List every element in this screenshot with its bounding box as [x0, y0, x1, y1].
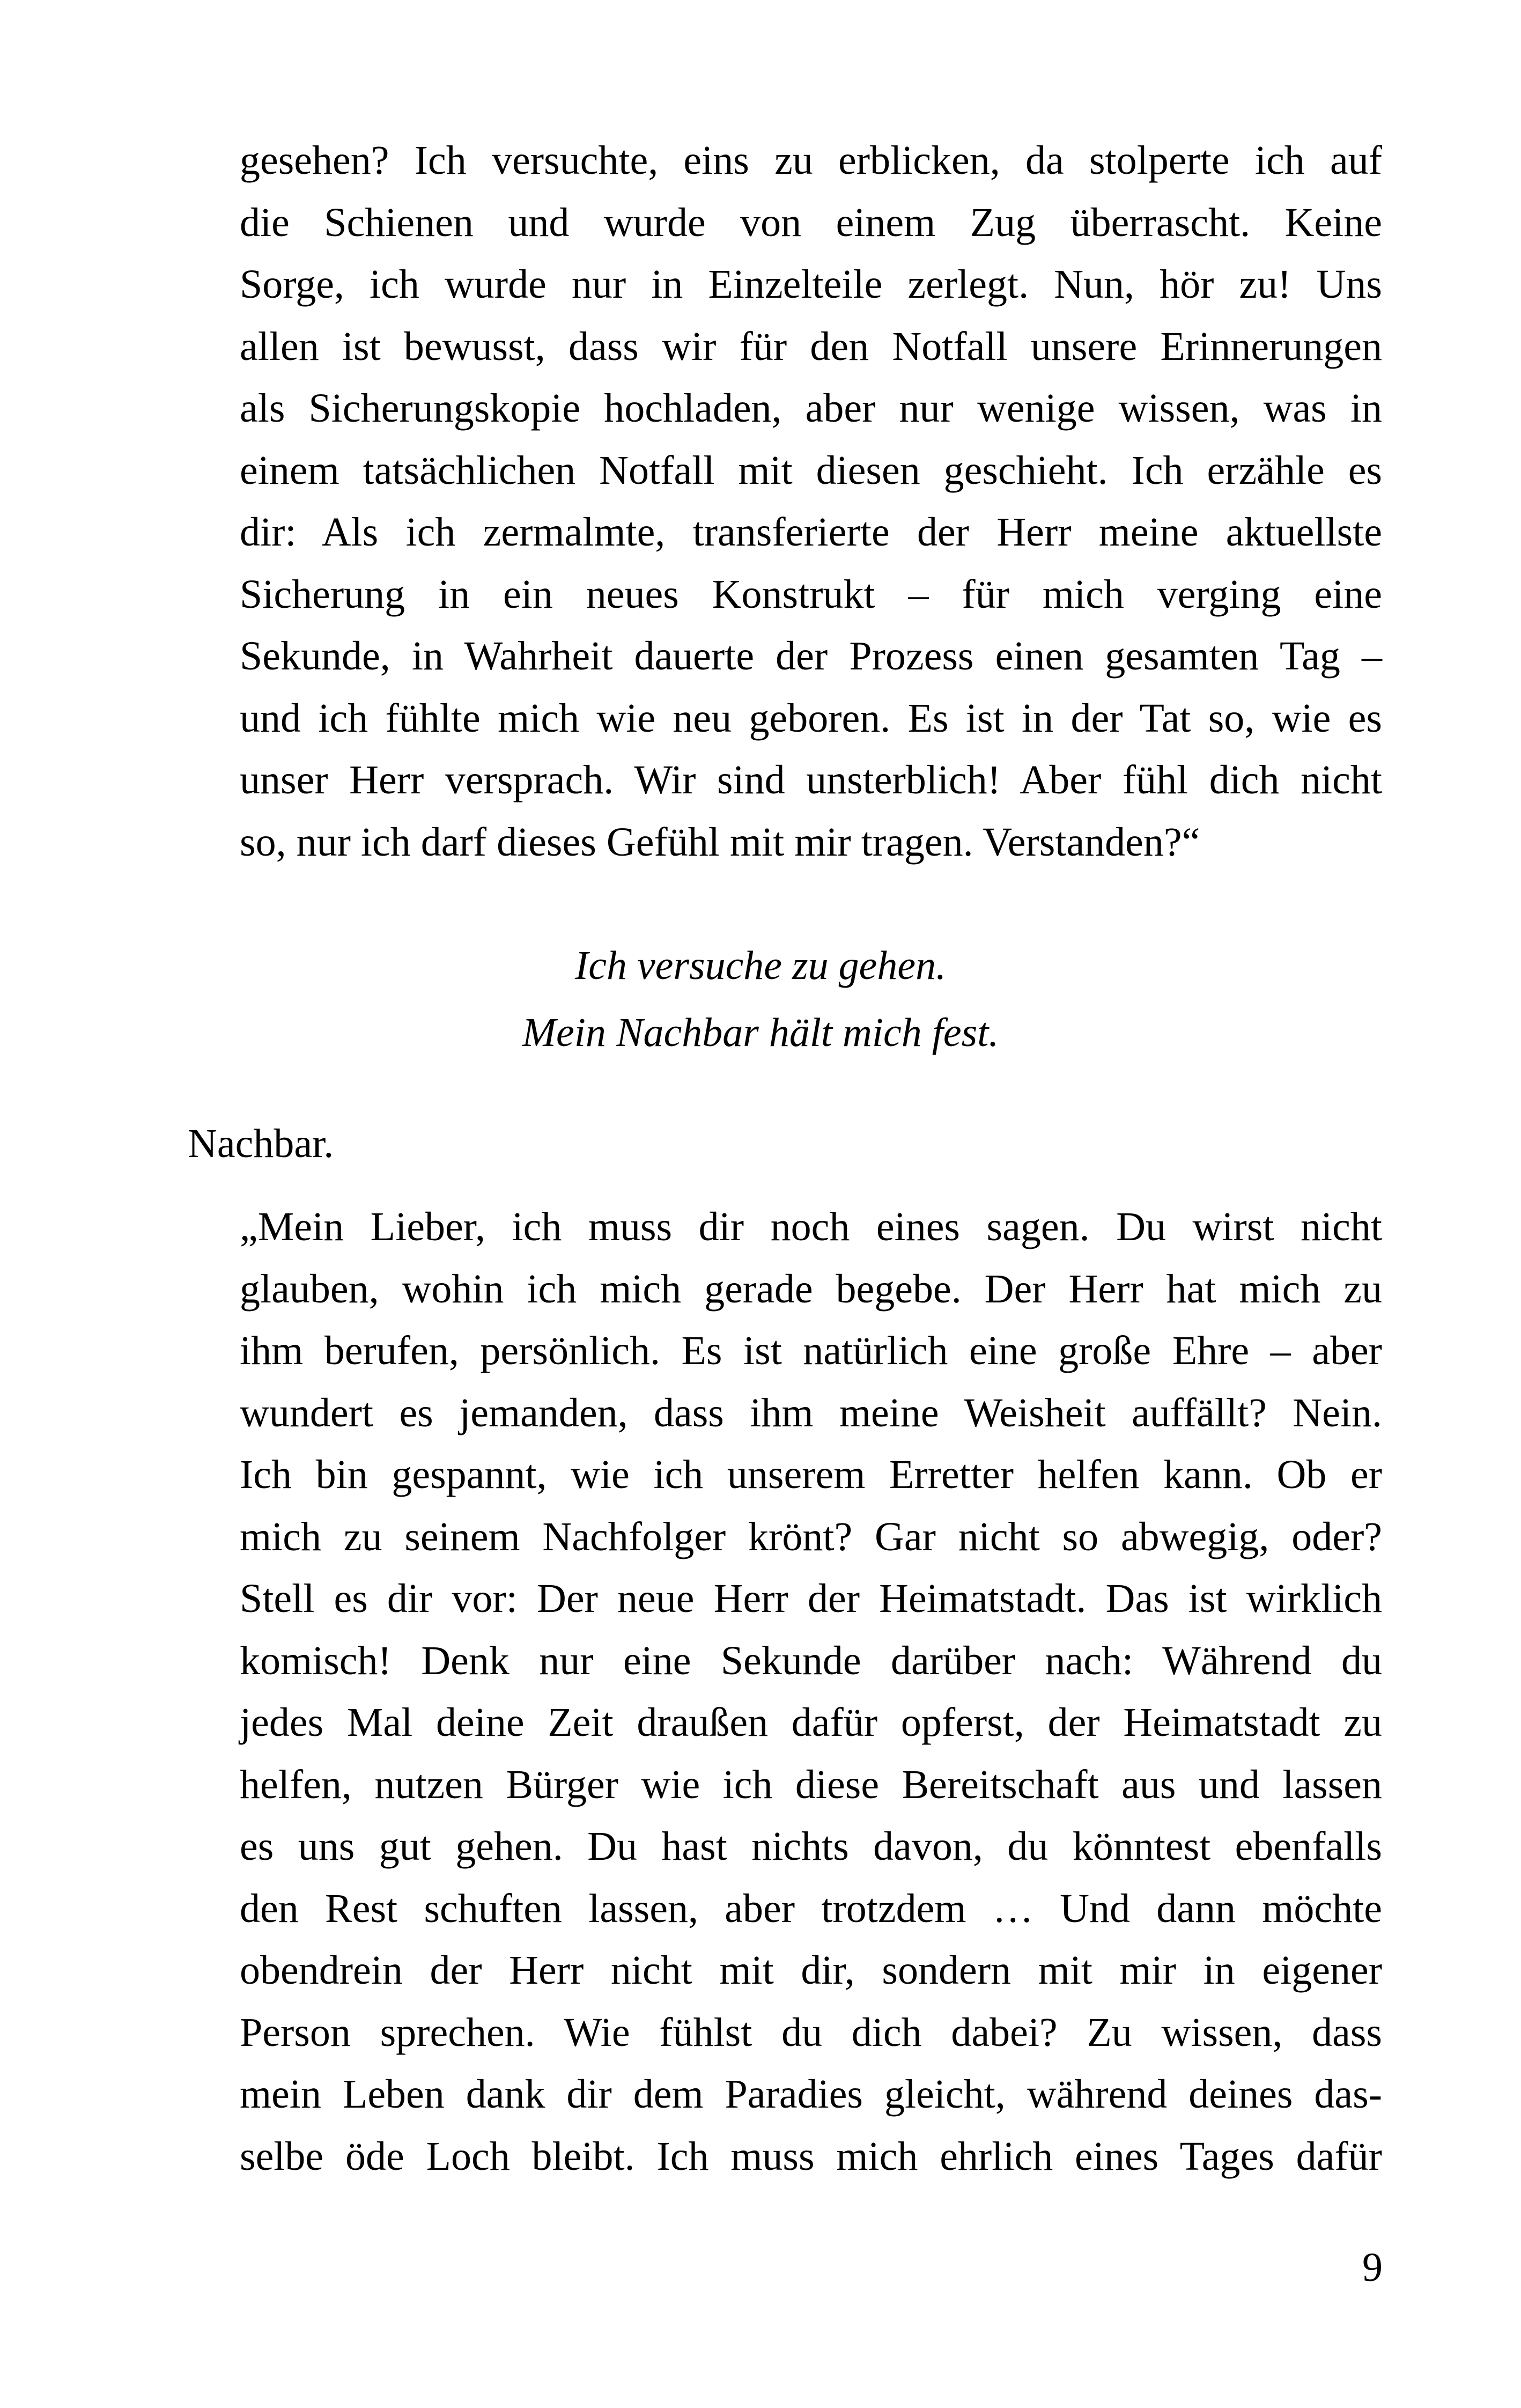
- page-number: 9: [1362, 2245, 1383, 2290]
- paragraph-1: [240, 130, 1382, 873]
- text-line: mich zu seinem Nachfolger krönt? Gar nicht so abwegig, oder?: [240, 1514, 1382, 1559]
- text-line: Sicherung in ein neues Konstrukt – für mich verging eine: [240, 571, 1382, 617]
- text-line: Sorge, ich wurde nur in Einzelteile zerlegt. Nun, hör zu! Uns: [240, 262, 1382, 307]
- text-line: einem tatsächlichen Notfall mit diesen geschieht. Ich erzähle es: [240, 447, 1382, 493]
- text-line: „Mein Lieber, ich muss dir noch eines sagen. Du wirst nicht: [240, 1204, 1382, 1249]
- text-line: die Schienen und wurde von einem Zug überrascht. Keine: [240, 200, 1382, 245]
- text-line: ihm berufen, persönlich. Es ist natürlich eine große Ehre – aber: [240, 1328, 1382, 1373]
- text-line: dir: Als ich zermalmte, transferierte der Herr meine aktuellste: [240, 510, 1382, 555]
- text-line: Stell es dir vor: Der neue Herr der Heimatstadt. Das ist wirklich: [240, 1576, 1382, 1621]
- text-line: allen ist bewusst, dass wir für den Notfall unsere Erinnerungen: [240, 323, 1382, 369]
- text-line: unser Herr versprach. Wir sind unsterblich! Aber fühl dich nicht: [240, 757, 1382, 802]
- text-line: Sekunde, in Wahrheit dauerte der Prozess einen gesamten Tag –: [240, 634, 1382, 679]
- text-line: gesehen? Ich versuchte, eins zu erblicken, da stolperte ich auf: [240, 138, 1382, 183]
- text-line: mein Leben dank dir dem Paradies gleicht, während deines das-: [240, 2072, 1382, 2117]
- text-line: helfen, nutzen Bürger wie ich diese Bereitschaft aus und lassen: [240, 1762, 1382, 1807]
- text-line: es uns gut gehen. Du hast nichts davon, du könntest ebenfalls: [240, 1824, 1382, 1869]
- paragraph-2: [240, 1196, 1382, 2188]
- text-line: obendrein der Herr nicht mit dir, sondern mit mir in eigener: [240, 1948, 1382, 1993]
- text-line: jedes Mal deine Zeit draußen dafür opferst, der Heimatstadt zu: [240, 1700, 1382, 1745]
- text-line: Ich bin gespannt, wie ich unserem Erretter helfen kann. Ob er: [240, 1452, 1382, 1497]
- text-line: wundert es jemanden, dass ihm meine Weisheit auffällt? Nein.: [240, 1390, 1382, 1435]
- text-line: und ich fühlte mich wie neu geboren. Es ist in der Tat so, wie es: [240, 695, 1382, 741]
- verse-line: Ich versuche zu gehen.: [574, 943, 947, 988]
- text-line: selbe öde Loch bleibt. Ich muss mich ehrlich eines Tages dafür: [240, 2133, 1382, 2179]
- verse-line: Mein Nachbar hält mich fest.: [522, 1010, 999, 1055]
- text-line: Person sprechen. Wie fühlst du dich dabei? Zu wissen, dass: [240, 2009, 1382, 2055]
- text-line: glauben, wohin ich mich gerade begebe. Der Herr hat mich zu: [240, 1266, 1382, 1312]
- speaker-label: Nachbar.: [188, 1121, 334, 1166]
- text-line: den Rest schuften lassen, aber trotzdem … Und dann möchte: [240, 1886, 1382, 1931]
- italic-verse: [0, 932, 1521, 1066]
- text-line: so, nur ich darf dieses Gefühl mit mir tragen. Verstanden?“: [240, 819, 1200, 865]
- text-line: als Sicherungskopie hochladen, aber nur wenige wissen, was in: [240, 386, 1382, 431]
- text-line: komisch! Denk nur eine Sekunde darüber nach: Während du: [240, 1638, 1382, 1683]
